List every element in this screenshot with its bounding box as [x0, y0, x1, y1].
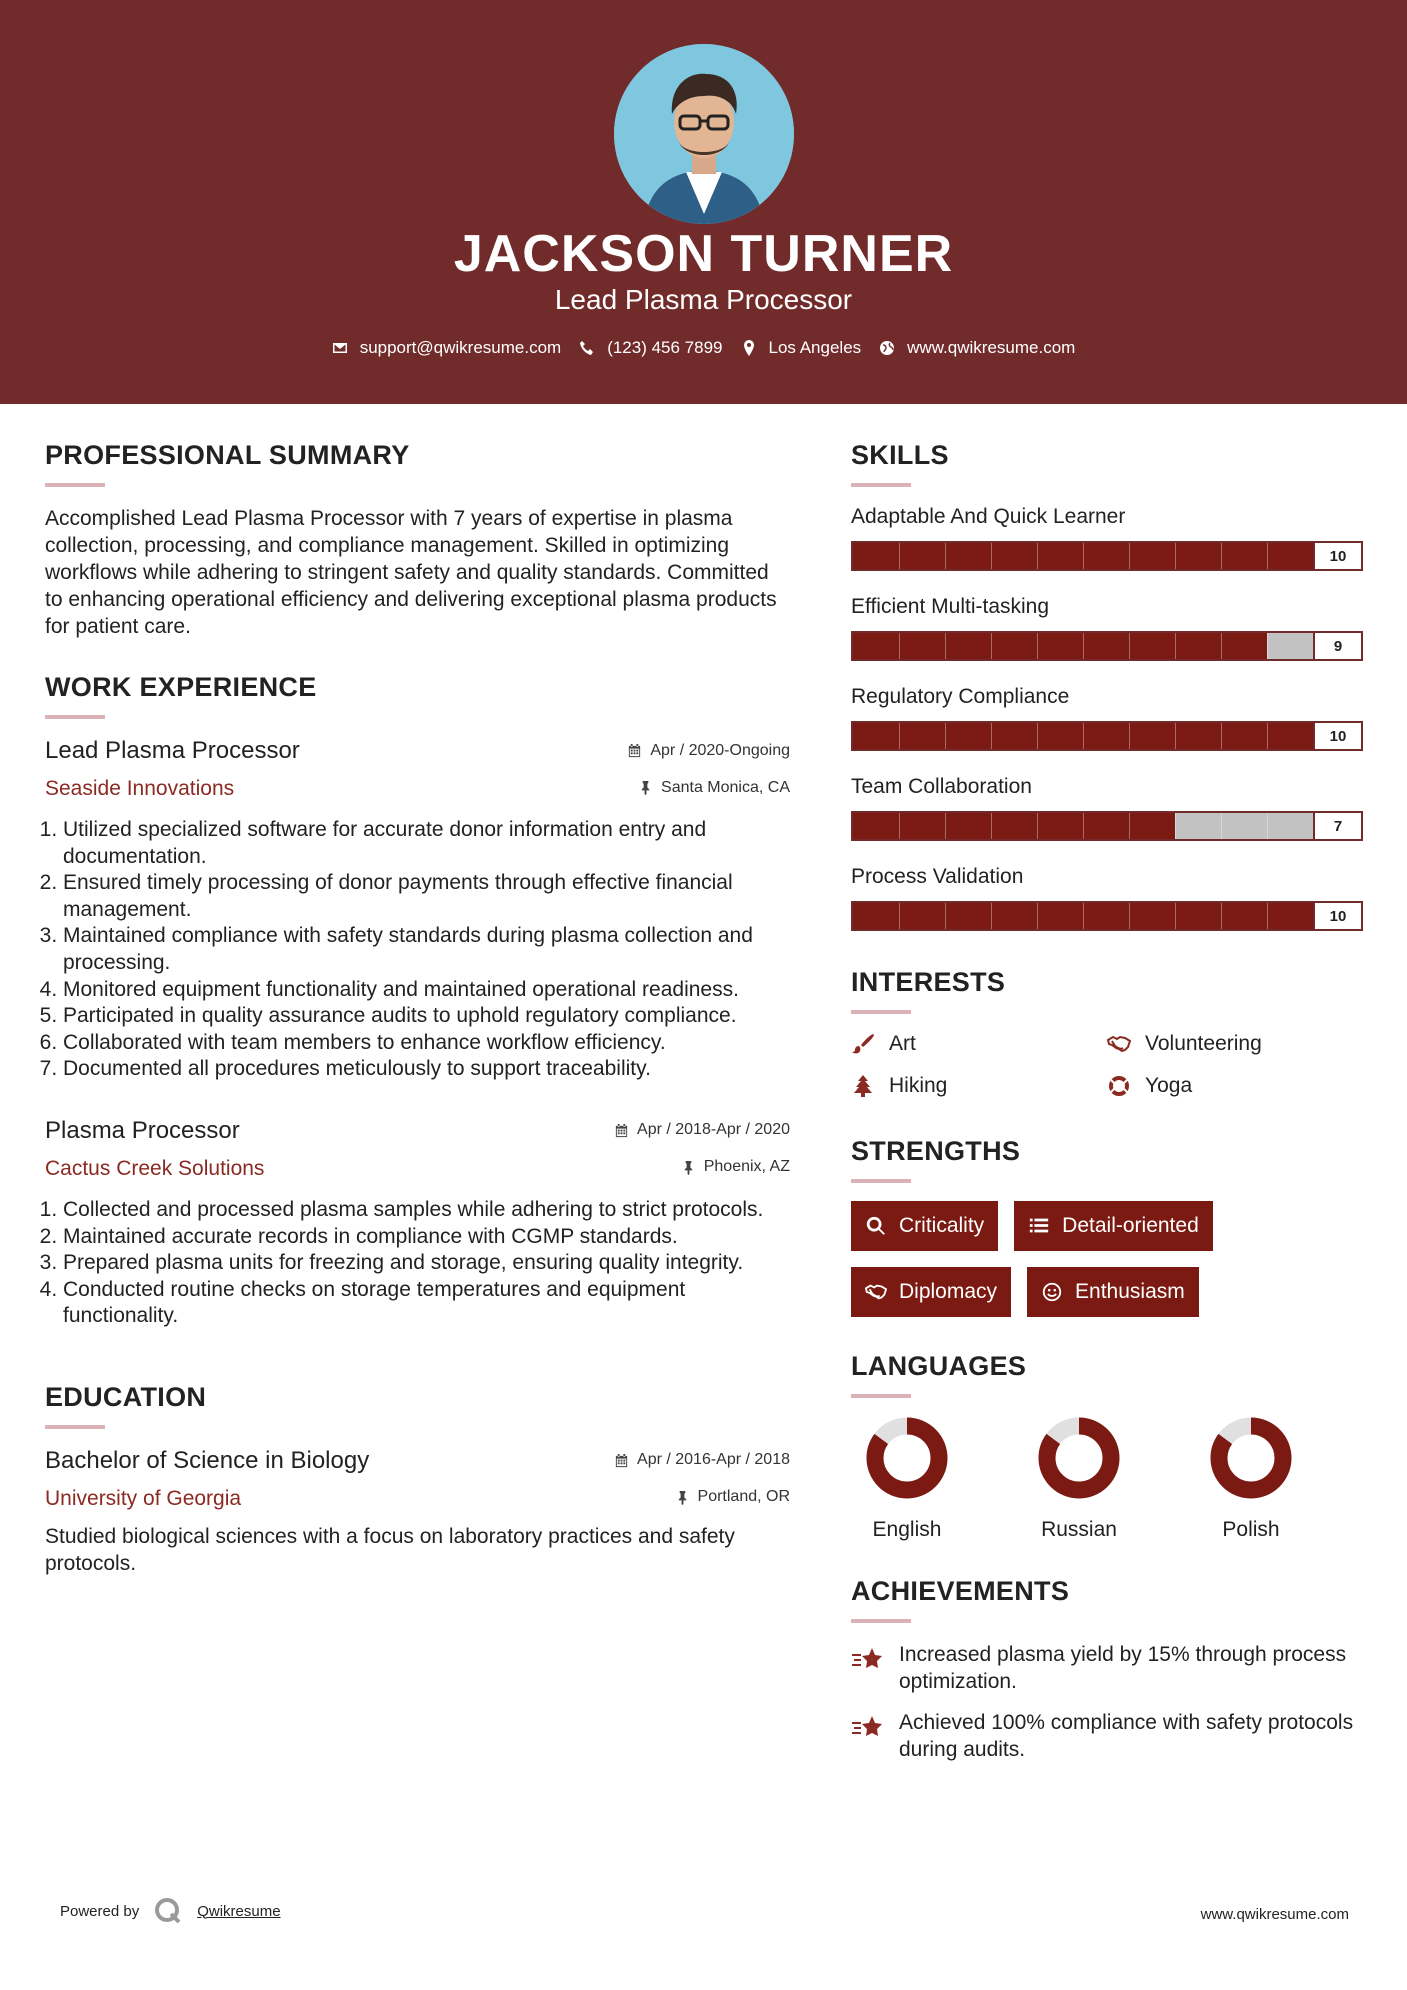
contact-website[interactable]	[879, 338, 1075, 358]
job-date-text: Apr / 2020-Ongoing	[650, 741, 790, 759]
achievements-heading: ACHIEVEMENTS	[851, 1576, 1070, 1606]
skill-bar-divider	[1221, 723, 1222, 749]
language-item	[865, 1416, 949, 1542]
skill-bar-divider	[991, 723, 992, 749]
contact-phone[interactable]	[579, 338, 722, 358]
qwikresume-link[interactable]: Qwikresume	[197, 1902, 281, 1920]
skill-bar	[851, 721, 1363, 751]
job-date	[614, 1121, 790, 1139]
job-entry	[45, 737, 790, 1083]
job-location-text: Phoenix, AZ	[703, 1158, 790, 1176]
strength-label: Detail-oriented	[1062, 1214, 1199, 1237]
strengths-heading: STRENGTHS	[851, 1136, 1021, 1166]
summary-section	[45, 440, 790, 640]
skill-name: Regulatory Compliance	[851, 685, 1070, 708]
job-date-text: Apr / 2018-Apr / 2020	[637, 1121, 790, 1139]
skill-bar-divider	[1083, 633, 1084, 659]
skill-bar-divider	[1129, 723, 1130, 749]
skill-bar-divider	[1175, 543, 1176, 569]
language-name: Polish	[1222, 1518, 1280, 1541]
skill-bar-divider	[1037, 723, 1038, 749]
language-item	[1209, 1416, 1293, 1542]
phone-icon	[579, 340, 595, 356]
skill-bar-divider	[1175, 723, 1176, 749]
experience-heading: WORK EXPERIENCE	[45, 672, 317, 702]
duty-item: 7. Documented all procedures meticulously to support traceability.	[63, 1056, 790, 1083]
smile-icon	[1041, 1281, 1063, 1303]
right-column	[851, 440, 1363, 1777]
education-section	[45, 1382, 790, 1577]
skill-level-value: 10	[1313, 723, 1361, 749]
skill-bar-fill	[853, 633, 1267, 659]
languages-heading: LANGUAGES	[851, 1351, 1027, 1381]
contact-email-text: support@qwikresume.com	[359, 338, 562, 357]
shooting-star-icon	[851, 1713, 885, 1743]
skill-bar-divider	[1037, 813, 1038, 839]
skill-bar-divider	[945, 633, 946, 659]
skill-bar-divider	[1129, 633, 1130, 659]
strengths-section	[851, 1136, 1363, 1317]
skill-bar-divider	[1267, 543, 1268, 569]
duty-item: 5. Participated in quality assurance audits to uphold regulatory compliance.	[63, 1003, 790, 1030]
search-icon	[865, 1215, 887, 1237]
skill-bar-divider	[945, 813, 946, 839]
strength-badge	[1027, 1267, 1199, 1317]
skill-name: Adaptable And Quick Learner	[851, 505, 1126, 528]
section-divider	[851, 1179, 911, 1183]
interest-item	[1107, 1032, 1363, 1056]
interests-heading: INTERESTS	[851, 967, 1006, 997]
skill-bar-divider	[1175, 813, 1176, 839]
tree-icon	[851, 1074, 875, 1098]
profile-photo	[614, 44, 794, 224]
duty-item: 3. Prepared plasma units for freezing and storage, ensuring quality integrity.	[63, 1250, 790, 1277]
education-location-text: Portland, OR	[697, 1488, 790, 1506]
achievement-text: Increased plasma yield by 15% through process optimization.	[899, 1643, 1347, 1693]
skill-bar-divider	[991, 543, 992, 569]
resume-header	[0, 0, 1407, 404]
skill-bar-divider	[899, 903, 900, 929]
interest-label: Yoga	[1145, 1074, 1193, 1097]
skill-bar-divider	[1083, 903, 1084, 929]
interest-label: Art	[889, 1032, 916, 1055]
skill-bar-divider	[1083, 813, 1084, 839]
interest-item	[851, 1032, 1107, 1056]
qwikresume-logo-icon	[153, 1896, 183, 1926]
powered-by-label: Powered by	[60, 1902, 140, 1920]
interest-item	[1107, 1074, 1363, 1098]
life-ring-icon	[1107, 1074, 1131, 1098]
strength-label: Diplomacy	[899, 1280, 998, 1303]
skill-level-value: 10	[1313, 543, 1361, 569]
job-date	[627, 742, 790, 760]
strength-badge	[851, 1267, 1011, 1317]
contact-location-text: Los Angeles	[768, 338, 862, 357]
skill-bar	[851, 631, 1363, 661]
skill-bar-divider	[1037, 543, 1038, 569]
duty-item: 4. Monitored equipment functionality and maintained operational readiness.	[63, 977, 790, 1004]
section-divider	[45, 1425, 105, 1429]
language-item	[1037, 1416, 1121, 1542]
skill-item	[851, 505, 1363, 571]
job-title: Plasma Processor	[45, 1116, 240, 1144]
skill-bar-divider	[899, 543, 900, 569]
languages-section	[851, 1351, 1363, 1542]
duties-list	[45, 817, 790, 1083]
skills-section	[851, 440, 1363, 931]
section-divider	[851, 483, 911, 487]
skill-bar-divider	[899, 813, 900, 839]
skill-bar-divider	[991, 903, 992, 929]
calendar-icon	[614, 1123, 629, 1138]
skill-bar	[851, 901, 1363, 931]
language-name: English	[872, 1518, 942, 1541]
interest-item	[851, 1074, 1107, 1098]
education-location	[675, 1488, 790, 1506]
pushpin-icon	[681, 1160, 696, 1175]
achievement-item	[851, 1709, 1363, 1763]
skill-bar-divider	[1037, 903, 1038, 929]
skill-item	[851, 775, 1363, 841]
skill-bar-divider	[1129, 813, 1130, 839]
summary-heading: PROFESSIONAL SUMMARY	[45, 440, 410, 470]
achievements-section	[851, 1576, 1363, 1763]
skill-level-value: 10	[1313, 903, 1361, 929]
contact-phone-text: (123) 456 7899	[607, 338, 723, 357]
skill-bar-divider	[945, 903, 946, 929]
skill-bar-divider	[945, 543, 946, 569]
skill-item	[851, 595, 1363, 661]
candidate-title: Lead Plasma Processor	[554, 284, 853, 315]
education-date	[614, 1451, 790, 1469]
achievement-item	[851, 1641, 1363, 1695]
skill-bar-divider	[1221, 543, 1222, 569]
skill-bar	[851, 811, 1363, 841]
skill-bar-divider	[1083, 723, 1084, 749]
language-donut	[1037, 1416, 1121, 1500]
job-title: Lead Plasma Processor	[45, 737, 300, 764]
footer-website[interactable]: www.qwikresume.com	[1200, 1906, 1349, 1923]
duties-list	[45, 1197, 790, 1330]
skill-name: Process Validation	[851, 865, 1024, 888]
person-avatar-icon	[614, 44, 794, 224]
education-description: Studied biological sciences with a focus on laboratory practices and safety protocols.	[45, 1524, 735, 1575]
skill-name: Efficient Multi-tasking	[851, 595, 1050, 618]
job-location	[681, 1158, 790, 1176]
section-divider	[851, 1619, 911, 1623]
skill-bar-divider	[1221, 903, 1222, 929]
school-name: University of Georgia	[45, 1486, 242, 1510]
skill-level-value: 7	[1313, 813, 1361, 839]
skills-heading: SKILLS	[851, 440, 949, 470]
handshake-icon	[1107, 1032, 1131, 1056]
skill-bar-divider	[945, 723, 946, 749]
company-name: Seaside Innovations	[45, 777, 235, 800]
skill-item	[851, 865, 1363, 931]
skill-bar-divider	[1267, 723, 1268, 749]
degree-title: Bachelor of Science in Biology	[45, 1446, 370, 1474]
skill-name: Team Collaboration	[851, 775, 1032, 798]
language-name: Russian	[1041, 1518, 1117, 1541]
pushpin-icon	[638, 780, 653, 795]
envelope-icon	[332, 340, 348, 356]
candidate-name: JACKSON TURNER	[453, 225, 954, 283]
strength-label: Criticality	[899, 1214, 985, 1237]
list-icon	[1028, 1215, 1050, 1237]
experience-section	[45, 672, 790, 1330]
summary-text: Accomplished Lead Plasma Processor with 7 years of expertise in plasma collection, processing, and compliance management. Skilled in optimizing workflows while adhering to stringent safety and quality standards. Committed to enhancing operational efficiency and delivering exceptional plasma products for patient care.	[45, 507, 777, 638]
strengths-list	[851, 1201, 1363, 1317]
contact-location	[741, 338, 862, 358]
strength-badge	[851, 1201, 998, 1251]
contact-website-text: www.qwikresume.com	[907, 338, 1076, 357]
skill-bar-divider	[1175, 633, 1176, 659]
skills-list	[851, 505, 1363, 931]
skill-bar-divider	[1037, 633, 1038, 659]
duty-item: 2. Maintained accurate records in compliance with CGMP standards.	[63, 1224, 790, 1251]
duty-item: 3. Maintained compliance with safety standards during plasma collection and processing.	[63, 923, 790, 976]
paintbrush-icon	[851, 1032, 875, 1056]
interest-label: Volunteering	[1145, 1032, 1262, 1055]
section-divider	[851, 1394, 911, 1398]
skill-level-value: 9	[1313, 633, 1361, 659]
skill-bar-divider	[1267, 813, 1268, 839]
skill-bar-fill	[853, 813, 1175, 839]
calendar-icon	[614, 1453, 629, 1468]
skill-bar-divider	[1175, 903, 1176, 929]
map-pin-icon	[741, 340, 757, 356]
contact-bar	[0, 338, 1407, 358]
skill-bar-divider	[991, 633, 992, 659]
strength-badge	[1014, 1201, 1213, 1251]
job-entry	[45, 1117, 790, 1330]
interests-section	[851, 967, 1363, 1098]
pushpin-icon	[675, 1490, 690, 1505]
skill-bar-divider	[1221, 813, 1222, 839]
education-heading: EDUCATION	[45, 1381, 207, 1412]
section-divider	[45, 483, 105, 487]
company-name: Cactus Creek Solutions	[45, 1156, 265, 1180]
skill-bar-divider	[899, 723, 900, 749]
skill-bar-divider	[1129, 903, 1130, 929]
skill-bar	[851, 541, 1363, 571]
duty-item: 2. Ensured timely processing of donor payments through effective financial management.	[63, 870, 790, 923]
skill-bar-divider	[1083, 543, 1084, 569]
skill-bar-divider	[1221, 633, 1222, 659]
globe-icon	[879, 340, 895, 356]
skill-bar-divider	[1129, 543, 1130, 569]
left-column	[45, 440, 790, 1577]
language-donut	[1209, 1416, 1293, 1500]
education-date-text: Apr / 2016-Apr / 2018	[637, 1451, 790, 1469]
strength-label: Enthusiasm	[1075, 1280, 1185, 1303]
skill-bar-divider	[991, 813, 992, 839]
duty-item: 4. Conducted routine checks on storage temperatures and equipment functionality.	[63, 1277, 790, 1330]
duty-item: 1. Utilized specialized software for accurate donor information entry and documentation.	[63, 817, 790, 870]
job-location-text: Santa Monica, CA	[661, 778, 790, 796]
handshake-icon	[865, 1281, 887, 1303]
skill-item	[851, 685, 1363, 751]
calendar-icon	[627, 743, 642, 758]
achievement-text: Achieved 100% compliance with safety protocols during audits.	[899, 1711, 1354, 1761]
duty-item: 6. Collaborated with team members to enhance workflow efficiency.	[63, 1030, 790, 1057]
shooting-star-icon	[851, 1645, 885, 1675]
language-donut	[865, 1416, 949, 1500]
skill-bar-divider	[899, 633, 900, 659]
contact-email[interactable]	[332, 338, 562, 358]
section-divider	[851, 1010, 911, 1014]
skill-bar-divider	[1267, 903, 1268, 929]
section-divider	[45, 715, 105, 719]
interests-grid	[851, 1032, 1363, 1098]
footer-powered-by	[60, 1896, 281, 1926]
skill-bar-divider	[1267, 633, 1268, 659]
job-location	[638, 779, 790, 797]
interest-label: Hiking	[889, 1074, 948, 1097]
duty-item: 1. Collected and processed plasma samples while adhering to strict protocols.	[63, 1197, 790, 1224]
languages-list	[851, 1416, 1363, 1542]
